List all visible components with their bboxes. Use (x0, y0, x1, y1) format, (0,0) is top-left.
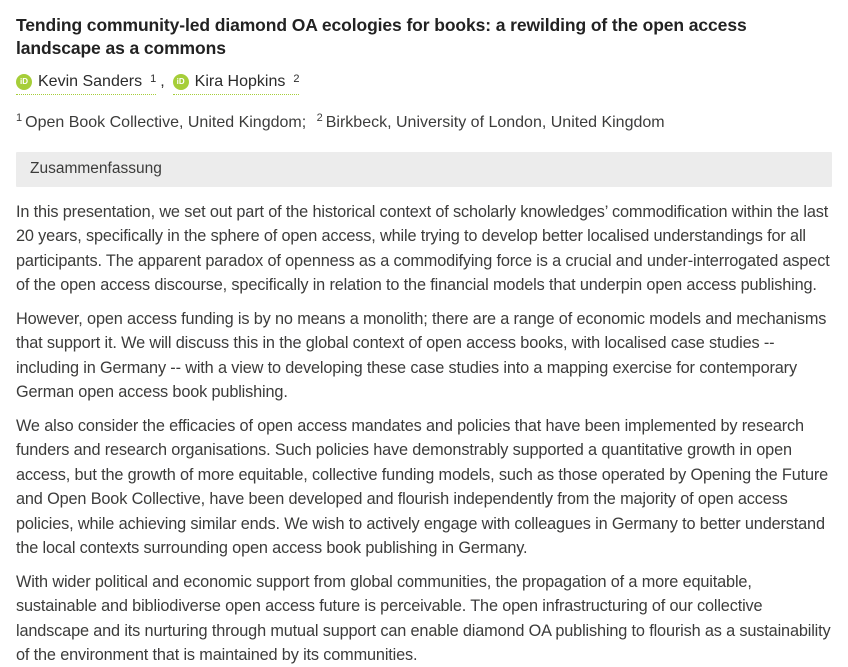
affiliation-sup: 2 (316, 111, 323, 124)
author-affiliation-sup: 2 (293, 73, 300, 85)
author-link-kira-hopkins[interactable] (173, 73, 300, 95)
section-header-zusammenfassung (16, 152, 832, 187)
affiliation-text: Birkbeck, University of London, United Kingdom (325, 113, 665, 131)
abstract-paragraph: With wider political and economic support from global communities, the propagation of a more equitable, sustainable and bibliodiverse open access future is perceivable. The open infrastructuring of our collective landscape and its nurturing through mutual support can enable diamond OA publishing to flourish as a sustainability of the environment that is maintained by its communities. (16, 572, 831, 665)
affiliations-line (16, 112, 832, 134)
author-name[interactable]: Kira Hopkins (194, 72, 286, 90)
orcid-icon[interactable]: iD (173, 74, 189, 90)
section-header-label: Zusammenfassung (30, 159, 162, 177)
abstract-body (16, 200, 832, 667)
author-name[interactable]: Kevin Sanders (38, 72, 143, 90)
abstract-paragraph: In this presentation, we set out part of the historical context of scholarly knowledges’ commodification within the last 20 years, specifically in the sphere of open access, while trying to develop better localised understandings for all participants. The apparent paradox of openness as a commodifying force is a crucial and under-interrogated aspect of the open access discourse, specifically in relation to the financial models that underpin open access publishing. (16, 202, 830, 295)
affiliation-sup: 1 (16, 111, 23, 124)
authors-row (16, 73, 832, 95)
abstract-paragraph: We also consider the efficacies of open access mandates and policies that have been implemented by research funders and research organisations. Such policies have demonstrably supported a quantitative growth in open access, but the growth of more equitable, collective funding models, such as those operated by Opening the Future and Open Book Collective, have been developed and flourish independently from the majority of open access policies, while achieving similar ends. We wish to actively engage with colleagues in Germany to better understand the local contexts surrounding open access book publishing in Germany. (16, 416, 829, 558)
author-link-kevin-sanders[interactable] (16, 73, 156, 95)
affiliation-text: Open Book Collective, United Kingdom; (25, 113, 307, 131)
author-affiliation-sup: 1 (150, 73, 157, 85)
page-title: Tending community-led diamond OA ecologies for books: a rewilding of the open access landscape as a commons (16, 15, 747, 58)
abstract-paragraph: However, open access funding is by no means a monolith; there are a range of economic models and mechanisms that support it. We will discuss this in the global context of open access books, with localised case studies -- including in Germany -- with a view to developing these case studies into a mapping exercise for contemporary German open access book publishing. (16, 309, 827, 402)
author-separator: , (160, 72, 165, 90)
orcid-icon[interactable]: iD (16, 74, 32, 90)
